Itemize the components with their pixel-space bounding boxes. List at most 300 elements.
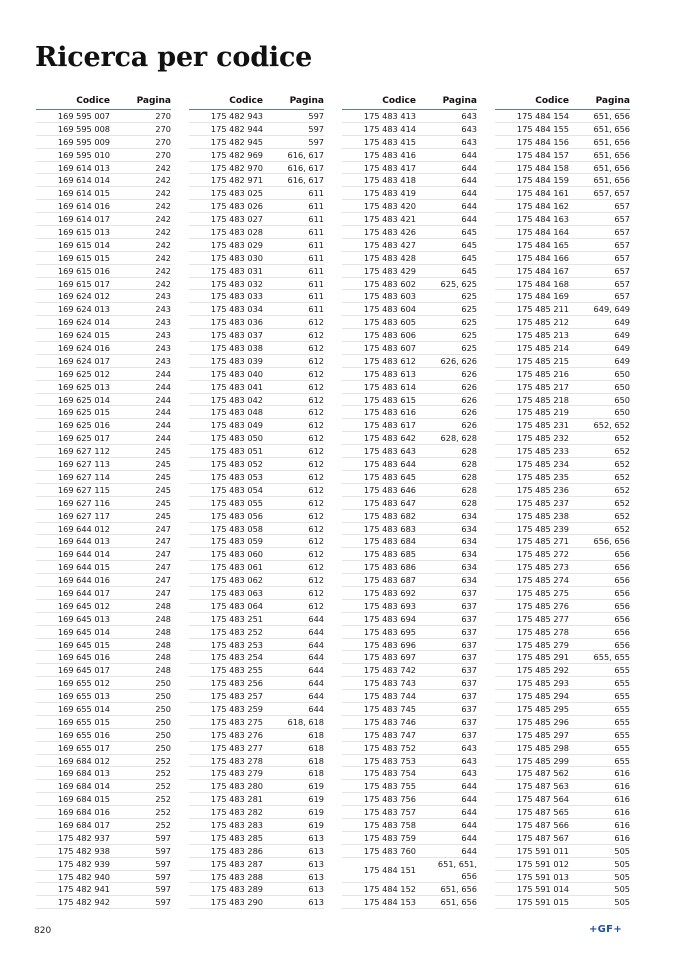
row-code: 169 627 117 <box>57 510 110 521</box>
table-row <box>189 793 324 806</box>
table-row <box>36 845 171 858</box>
row-page: 649, 649 <box>593 304 630 315</box>
table-row <box>342 587 477 600</box>
row-page: 644 <box>461 832 477 843</box>
row-code: 175 485 295 <box>516 703 569 714</box>
row-page: 644 <box>461 214 477 225</box>
table-row <box>36 600 171 613</box>
row-page: 657 <box>614 201 630 212</box>
table-row <box>189 278 324 291</box>
row-code: 169 615 014 <box>57 239 110 250</box>
row-code: 175 483 694 <box>363 613 416 624</box>
row-page: 270 <box>155 136 171 147</box>
row-code: 175 483 059 <box>210 536 263 547</box>
row-page: 244 <box>155 368 171 379</box>
table-row <box>342 200 477 213</box>
row-code: 175 483 682 <box>363 510 416 521</box>
table-row <box>495 626 630 639</box>
row-page: 612 <box>308 446 324 457</box>
row-code: 169 684 017 <box>57 819 110 830</box>
row-code: 175 483 027 <box>210 214 263 225</box>
row-page: 655 <box>614 755 630 766</box>
row-code: 169 625 012 <box>57 368 110 379</box>
table-row <box>36 265 171 278</box>
table-row <box>189 729 324 742</box>
row-code: 175 483 421 <box>363 214 416 225</box>
table-row <box>189 226 324 239</box>
row-page: 652 <box>614 510 630 521</box>
row-page: 242 <box>155 214 171 225</box>
row-code: 175 485 299 <box>516 755 569 766</box>
row-page: 657 <box>614 214 630 225</box>
row-code: 169 615 015 <box>57 252 110 263</box>
table-row <box>189 883 324 896</box>
row-code: 175 482 939 <box>57 858 110 869</box>
table-row <box>36 445 171 458</box>
table-row <box>495 677 630 690</box>
row-code: 175 485 277 <box>516 613 569 624</box>
table-row <box>36 110 171 123</box>
row-code: 169 615 016 <box>57 265 110 276</box>
row-code: 169 644 015 <box>57 562 110 573</box>
header-page: Pagina <box>136 96 171 106</box>
row-code: 175 482 940 <box>57 871 110 882</box>
table-row <box>342 793 477 806</box>
row-code: 169 644 017 <box>57 587 110 598</box>
row-code: 175 484 154 <box>516 111 569 121</box>
table-row <box>342 832 477 845</box>
row-page: 649 <box>614 355 630 366</box>
row-page: 657 <box>614 291 630 302</box>
row-page: 248 <box>155 639 171 650</box>
row-code: 169 625 016 <box>57 420 110 431</box>
table-row <box>342 716 477 729</box>
row-code: 175 485 276 <box>516 600 569 611</box>
row-code: 175 483 280 <box>210 781 263 792</box>
table-row <box>189 123 324 136</box>
table-row <box>36 342 171 355</box>
row-code: 175 482 938 <box>57 845 110 856</box>
row-code: 175 483 037 <box>210 330 263 341</box>
row-page: 644 <box>308 678 324 689</box>
table-row <box>495 458 630 471</box>
row-page: 248 <box>155 600 171 611</box>
table-row <box>342 162 477 175</box>
row-page: 245 <box>155 446 171 457</box>
row-page: 244 <box>155 394 171 405</box>
table-row <box>342 394 477 407</box>
row-page: 597 <box>155 871 171 882</box>
row-page: 597 <box>155 832 171 843</box>
table-row <box>189 445 324 458</box>
table-row <box>36 729 171 742</box>
table-row <box>342 316 477 329</box>
row-code: 175 485 273 <box>516 562 569 573</box>
table-row <box>36 174 171 187</box>
row-code: 175 483 758 <box>363 819 416 830</box>
table-row <box>36 316 171 329</box>
row-code: 175 484 164 <box>516 227 569 238</box>
row-page: 656 <box>614 587 630 598</box>
row-page: 612 <box>308 523 324 534</box>
table-row <box>189 755 324 768</box>
row-code: 169 644 014 <box>57 549 110 560</box>
row-code: 175 483 603 <box>363 291 416 302</box>
row-code: 175 483 684 <box>363 536 416 547</box>
row-page: 656 <box>614 639 630 650</box>
row-page: 244 <box>155 381 171 392</box>
row-code: 175 483 290 <box>210 897 263 908</box>
row-code: 175 483 042 <box>210 394 263 405</box>
row-code: 175 483 275 <box>210 716 263 727</box>
row-page: 644 <box>308 691 324 702</box>
row-code: 175 484 169 <box>516 291 569 302</box>
row-code: 175 591 011 <box>516 845 569 856</box>
row-page: 656, 656 <box>593 536 630 547</box>
table-row <box>495 123 630 136</box>
table-row <box>36 484 171 497</box>
row-page: 612 <box>308 355 324 366</box>
table-row <box>495 716 630 729</box>
row-page: 649 <box>614 343 630 354</box>
row-page: 644 <box>461 807 477 818</box>
row-page: 656 <box>614 600 630 611</box>
row-code: 175 483 052 <box>210 459 263 470</box>
row-code: 169 684 016 <box>57 807 110 818</box>
row-page: 612 <box>308 368 324 379</box>
row-page: 597 <box>308 111 324 121</box>
table-row <box>36 871 171 884</box>
table-row <box>36 677 171 690</box>
table-row <box>189 458 324 471</box>
table-row <box>189 239 324 252</box>
row-code: 175 483 613 <box>363 368 416 379</box>
table-row <box>342 613 477 626</box>
row-page: 248 <box>155 626 171 637</box>
row-code: 169 627 113 <box>57 459 110 470</box>
row-page: 655 <box>614 665 630 676</box>
row-code: 175 484 152 <box>363 884 416 895</box>
row-page: 644 <box>461 794 477 805</box>
table-row <box>495 329 630 342</box>
table-row <box>342 651 477 664</box>
table-row <box>495 252 630 265</box>
table-row <box>342 523 477 536</box>
row-page: 643 <box>461 111 477 121</box>
table-row <box>495 510 630 523</box>
row-code: 175 487 562 <box>516 768 569 779</box>
row-code: 175 483 693 <box>363 600 416 611</box>
row-code: 175 483 642 <box>363 433 416 444</box>
row-code: 175 483 033 <box>210 291 263 302</box>
table-row <box>36 226 171 239</box>
row-page: 250 <box>155 716 171 727</box>
table-row <box>189 613 324 626</box>
row-code: 175 483 254 <box>210 652 263 663</box>
row-page: 644 <box>308 626 324 637</box>
table-row <box>495 703 630 716</box>
table-row <box>495 110 630 123</box>
row-code: 169 595 008 <box>57 123 110 134</box>
table-row <box>342 574 477 587</box>
page-title: Ricerca per codice <box>35 42 313 73</box>
row-code: 175 483 685 <box>363 549 416 560</box>
table-row <box>189 406 324 419</box>
table-row <box>342 342 477 355</box>
row-code: 175 483 054 <box>210 484 263 495</box>
row-page: 628, 628 <box>440 433 477 444</box>
table-row <box>189 136 324 149</box>
row-code: 175 483 034 <box>210 304 263 315</box>
table-row <box>189 381 324 394</box>
row-page: 650 <box>614 368 630 379</box>
table-row <box>189 510 324 523</box>
table-row <box>495 136 630 149</box>
row-code: 175 483 687 <box>363 575 416 586</box>
row-code: 175 483 695 <box>363 626 416 637</box>
column-header <box>189 94 324 110</box>
table-row <box>36 561 171 574</box>
row-page: 650 <box>614 394 630 405</box>
table-row <box>342 406 477 419</box>
table-row <box>36 252 171 265</box>
row-code: 175 485 218 <box>516 394 569 405</box>
row-page: 612 <box>308 587 324 598</box>
row-page: 270 <box>155 123 171 134</box>
table-row <box>495 767 630 780</box>
table-row <box>36 368 171 381</box>
table-row <box>495 535 630 548</box>
row-code: 175 483 030 <box>210 252 263 263</box>
row-code: 175 485 231 <box>516 420 569 431</box>
row-code: 169 615 017 <box>57 278 110 289</box>
row-code: 175 485 274 <box>516 575 569 586</box>
row-code: 175 483 255 <box>210 665 263 676</box>
row-code: 175 483 283 <box>210 819 263 830</box>
row-page: 247 <box>155 549 171 560</box>
table-row <box>189 832 324 845</box>
row-code: 175 484 161 <box>516 188 569 199</box>
row-code: 175 483 029 <box>210 239 263 250</box>
row-code: 175 483 742 <box>363 665 416 676</box>
row-code: 175 483 696 <box>363 639 416 650</box>
index-column <box>189 94 324 909</box>
table-row <box>495 883 630 896</box>
row-page: 643 <box>461 742 477 753</box>
row-code: 175 482 970 <box>210 162 263 173</box>
table-row <box>495 265 630 278</box>
table-row <box>189 587 324 600</box>
row-code: 169 645 014 <box>57 626 110 637</box>
table-row <box>342 290 477 303</box>
table-row <box>342 303 477 316</box>
row-page: 625 <box>461 304 477 315</box>
row-code: 175 483 760 <box>363 845 416 856</box>
table-row <box>495 355 630 368</box>
row-code: 175 483 644 <box>363 459 416 470</box>
table-row <box>342 703 477 716</box>
row-code: 175 483 429 <box>363 265 416 276</box>
header-page: Pagina <box>595 96 630 106</box>
row-code: 175 591 012 <box>516 858 569 869</box>
row-code: 175 483 279 <box>210 768 263 779</box>
row-code: 175 483 752 <box>363 742 416 753</box>
row-code: 175 483 288 <box>210 871 263 882</box>
row-code: 175 483 061 <box>210 562 263 573</box>
table-row <box>495 406 630 419</box>
row-page: 618 <box>308 742 324 753</box>
row-page: 505 <box>614 845 630 856</box>
row-code: 175 485 237 <box>516 497 569 508</box>
table-row <box>342 548 477 561</box>
row-page: 611 <box>308 227 324 238</box>
row-code: 169 644 012 <box>57 523 110 534</box>
row-code: 175 483 615 <box>363 394 416 405</box>
row-code: 175 483 257 <box>210 691 263 702</box>
row-code: 169 624 013 <box>57 304 110 315</box>
row-code: 169 625 017 <box>57 433 110 444</box>
table-row <box>342 381 477 394</box>
row-page: 613 <box>308 884 324 895</box>
table-row <box>495 742 630 755</box>
row-page: 626, 626 <box>440 355 477 366</box>
row-page: 637 <box>461 626 477 637</box>
table-row <box>36 355 171 368</box>
row-page: 242 <box>155 278 171 289</box>
row-page: 625 <box>461 317 477 328</box>
table-row <box>189 600 324 613</box>
row-page: 505 <box>614 897 630 908</box>
row-page: 250 <box>155 678 171 689</box>
table-row <box>342 806 477 819</box>
row-code: 175 485 236 <box>516 484 569 495</box>
table-row <box>189 742 324 755</box>
row-code: 175 482 942 <box>57 897 110 908</box>
table-row <box>36 780 171 793</box>
row-page: 613 <box>308 897 324 908</box>
row-code: 175 485 213 <box>516 330 569 341</box>
row-page: 245 <box>155 510 171 521</box>
row-page: 644 <box>461 781 477 792</box>
row-page: 626 <box>461 420 477 431</box>
table-row <box>189 858 324 871</box>
table-row <box>495 664 630 677</box>
row-code: 175 483 743 <box>363 678 416 689</box>
row-page: 628 <box>461 459 477 470</box>
table-row <box>189 329 324 342</box>
row-page: 651, 656 <box>593 149 630 160</box>
page-number: 820 <box>34 926 52 936</box>
row-code: 175 484 163 <box>516 214 569 225</box>
row-page: 644 <box>308 639 324 650</box>
row-code: 175 482 941 <box>57 884 110 895</box>
row-page: 644 <box>308 652 324 663</box>
row-code: 175 487 563 <box>516 781 569 792</box>
row-page: 597 <box>155 845 171 856</box>
table-row <box>495 639 630 652</box>
row-code: 175 483 605 <box>363 317 416 328</box>
table-row <box>342 484 477 497</box>
table-row <box>36 819 171 832</box>
row-code: 175 483 754 <box>363 768 416 779</box>
row-page: 612 <box>308 420 324 431</box>
table-row <box>189 290 324 303</box>
row-page: 616, 617 <box>287 162 324 173</box>
row-page: 270 <box>155 149 171 160</box>
table-row <box>342 742 477 755</box>
row-page: 644 <box>461 845 477 856</box>
table-row <box>36 329 171 342</box>
row-page: 626 <box>461 381 477 392</box>
table-row <box>342 858 477 884</box>
row-code: 175 484 167 <box>516 265 569 276</box>
row-page: 657, 657 <box>593 188 630 199</box>
row-page: 657 <box>614 239 630 250</box>
row-page: 242 <box>155 175 171 186</box>
row-code: 175 591 014 <box>516 884 569 895</box>
table-row <box>36 548 171 561</box>
row-code: 175 485 275 <box>516 587 569 598</box>
row-page: 612 <box>308 459 324 470</box>
row-page: 656 <box>614 562 630 573</box>
table-row <box>189 368 324 381</box>
table-row <box>36 793 171 806</box>
row-code: 175 485 217 <box>516 381 569 392</box>
table-row <box>189 394 324 407</box>
table-row <box>495 187 630 200</box>
table-row <box>342 729 477 742</box>
row-code: 175 485 234 <box>516 459 569 470</box>
table-row <box>495 278 630 291</box>
row-code: 175 483 646 <box>363 484 416 495</box>
row-code: 175 483 606 <box>363 330 416 341</box>
table-row <box>495 755 630 768</box>
row-page: 652 <box>614 497 630 508</box>
row-code: 175 485 239 <box>516 523 569 534</box>
table-row <box>495 200 630 213</box>
row-code: 175 485 278 <box>516 626 569 637</box>
table-row <box>342 213 477 226</box>
table-row <box>342 174 477 187</box>
table-row <box>189 896 324 909</box>
row-page: 657 <box>614 265 630 276</box>
row-page: 597 <box>155 884 171 895</box>
row-page: 656 <box>614 626 630 637</box>
row-page: 657 <box>614 227 630 238</box>
table-row <box>36 458 171 471</box>
row-code: 175 485 298 <box>516 742 569 753</box>
row-page: 645 <box>461 265 477 276</box>
table-row <box>36 523 171 536</box>
row-page: 616 <box>614 807 630 818</box>
table-row <box>495 432 630 445</box>
table-row <box>342 896 477 909</box>
row-page: 634 <box>461 575 477 586</box>
row-code: 175 483 031 <box>210 265 263 276</box>
row-page: 652 <box>614 484 630 495</box>
row-code: 169 645 015 <box>57 639 110 650</box>
row-page: 637 <box>461 639 477 650</box>
table-row <box>495 587 630 600</box>
table-row <box>495 303 630 316</box>
table-row <box>495 484 630 497</box>
row-code: 169 684 012 <box>57 755 110 766</box>
row-page: 643 <box>461 768 477 779</box>
row-code: 169 624 016 <box>57 343 110 354</box>
table-row <box>189 639 324 652</box>
row-page: 644 <box>308 613 324 624</box>
row-page: 612 <box>308 575 324 586</box>
